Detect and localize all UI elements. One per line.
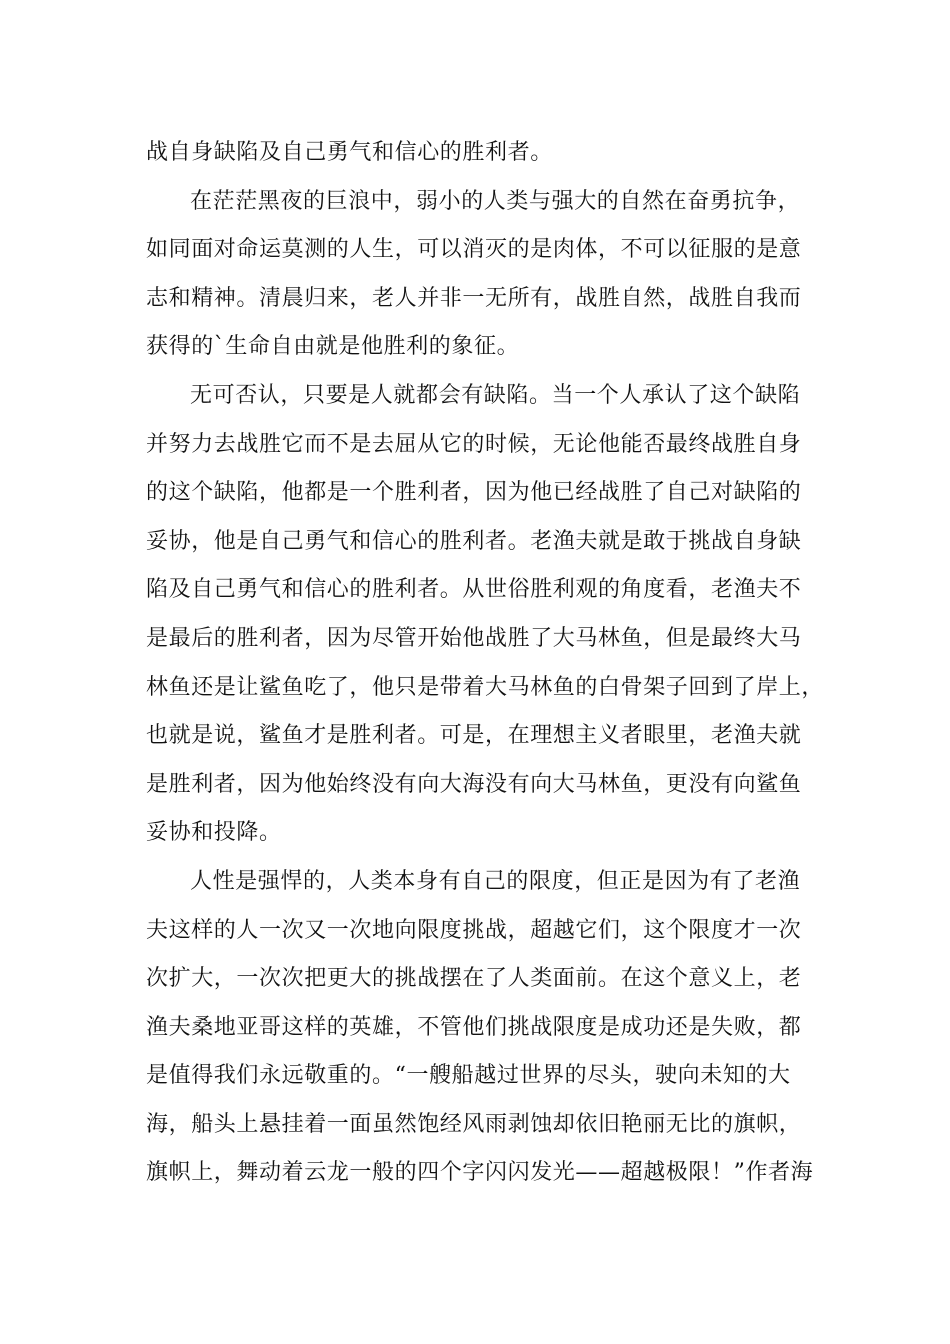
text-line: 是最后的胜利者，因为尽管开始他战胜了大马林鱼，但是最终大马 (146, 625, 802, 651)
text-line: 妥协和投降。 (146, 820, 282, 846)
text-line: 渔夫桑地亚哥这样的英雄，不管他们挑战限度是成功还是失败，都 (146, 1014, 802, 1040)
text-line: 是值得我们永远敬重的。“一艘船越过世界的尽头，驶向未知的大 (146, 1063, 791, 1089)
text-line: 次扩大，一次次把更大的挑战摆在了人类面前。在这个意义上，老 (146, 966, 802, 992)
text-line: 妥协，他是自己勇气和信心的胜利者。老渔夫就是敢于挑战自身缺 (146, 528, 802, 554)
text-line: 夫这样的人一次又一次地向限度挑战，超越它们，这个限度才一次 (146, 917, 802, 943)
document-body (146, 129, 836, 1198)
text-line: 林鱼还是让鲨鱼吃了，他只是带着大马林鱼的白骨架子回到了岸上， (146, 674, 825, 700)
text-line: 是胜利者，因为他始终没有向大海没有向大马林鱼，更没有向鲨鱼 (146, 771, 802, 797)
text-line: 在茫茫黑夜的巨浪中，弱小的人类与强大的自然在奋勇抗争， (190, 188, 801, 214)
text-line: 战自身缺陷及自己勇气和信心的胜利者。 (146, 140, 553, 165)
text-line: 陷及自己勇气和信心的胜利者。从世俗胜利观的角度看，老渔夫不 (146, 577, 802, 603)
text-line: 的这个缺陷，他都是一个胜利者，因为他已经战胜了自己对缺陷的 (146, 480, 802, 506)
text-line: 如同面对命运莫测的人生，可以消灭的是肉体，不可以征服的是意 (146, 237, 802, 263)
text-line: 海，船头上悬挂着一面虽然饱经风雨剥蚀却依旧艳丽无比的旗帜， (146, 1111, 802, 1137)
text-line: 旗帜上，舞动着云龙一般的四个字闪闪发光——超越极限！”作者海 (146, 1160, 814, 1186)
text-line: 志和精神。清晨归来，老人并非一无所有，战胜自然，战胜自我而 (146, 285, 802, 311)
text-line: 也就是说，鲨鱼才是胜利者。可是，在理想主义者眼里，老渔夫就 (146, 723, 802, 749)
text-line: 获得的`生命自由就是他胜利的象征。 (146, 334, 520, 360)
text-line: 人性是强悍的，人类本身有自己的限度，但正是因为有了老渔 (190, 868, 801, 894)
text-line: 无可否认，只要是人就都会有缺陷。当一个人承认了这个缺陷 (190, 382, 801, 408)
text-line: 并努力去战胜它而不是去屈从它的时候，无论他能否最终战胜自身 (146, 431, 802, 457)
